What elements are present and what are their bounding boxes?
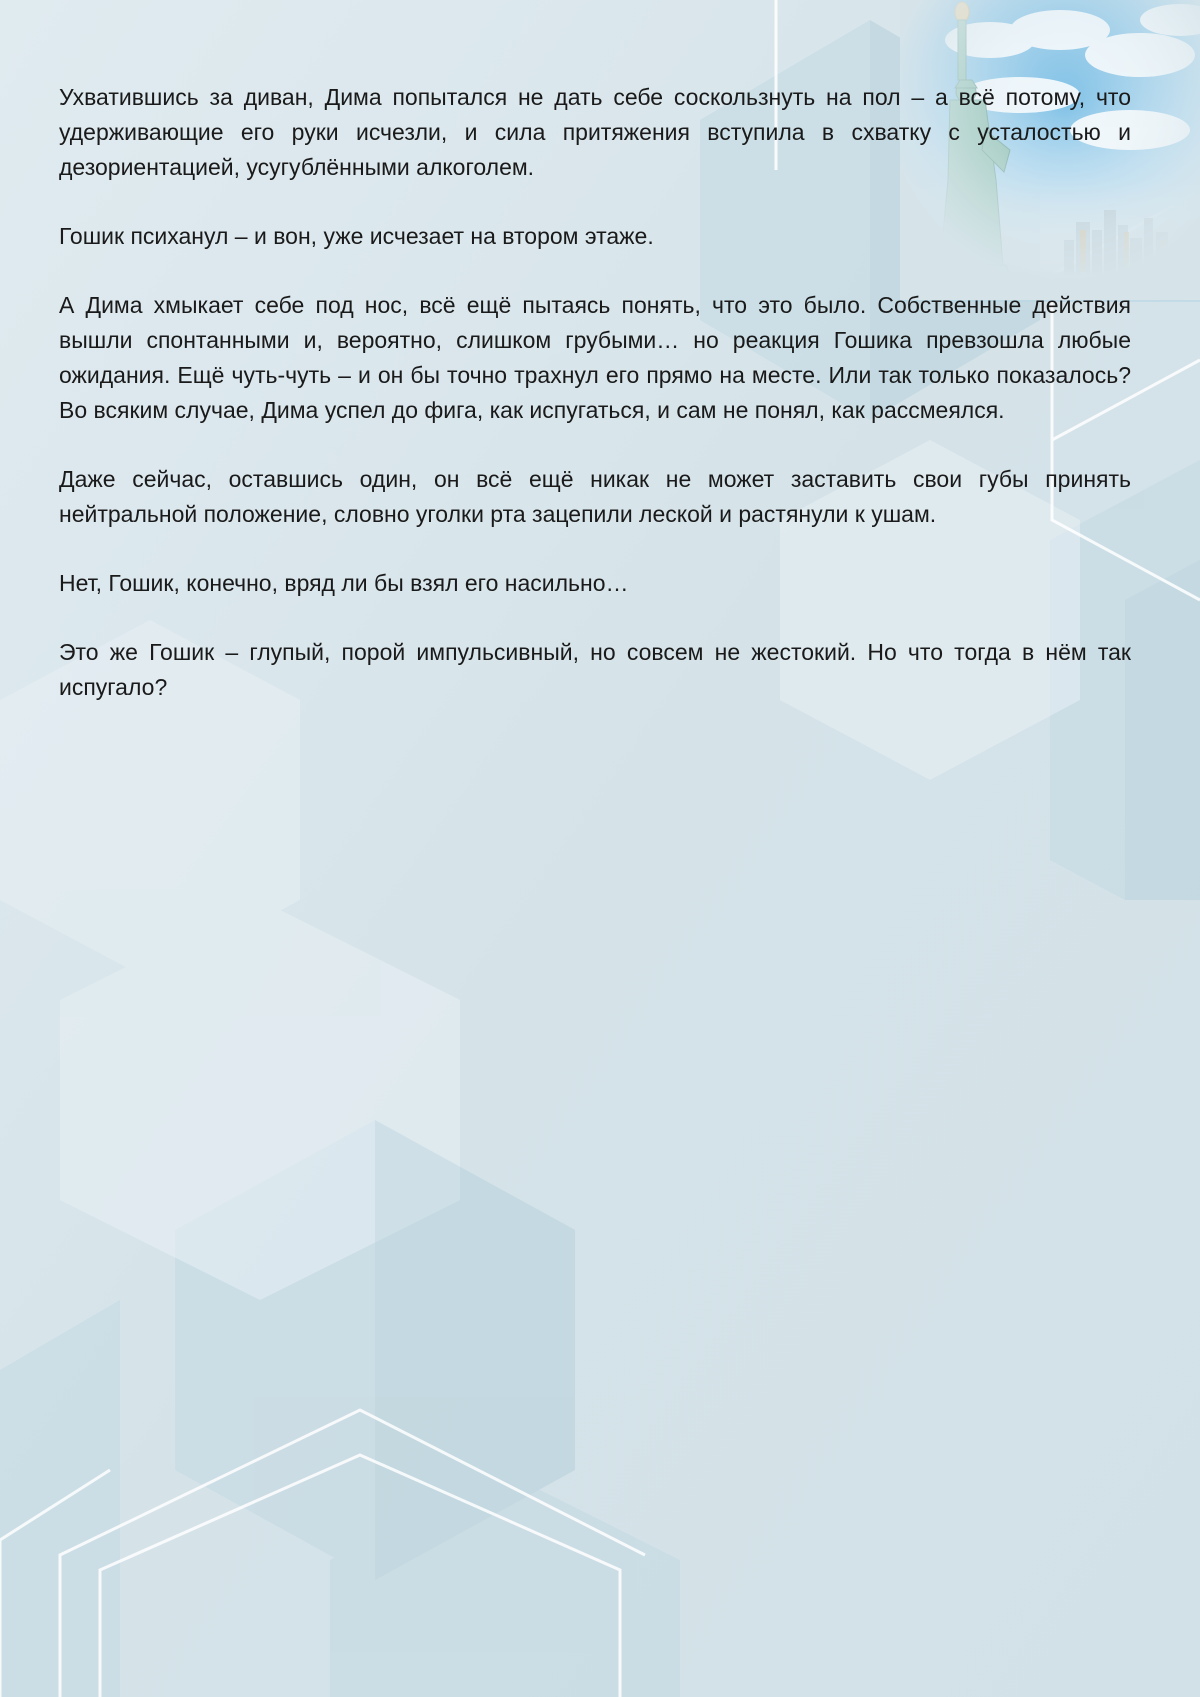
paragraph: Даже сейчас, оставшись один, он всё ещё никак не может заставить свои губы принять нейтральной положение, словно уголки рта зацепили леской и растянули к ушам.	[59, 466, 1131, 527]
paragraph: А Дима хмыкает себе под нос, всё ещё пытаясь понять, что это было. Собственные действия вышли спонтанными и, вероятно, слишком грубыми… но реакция Гошика превзошла любые ожидания. Ещё чуть-чуть – и он бы точно трахнул его прямо на месте. Или так только показалось? Во всяким случае, Дима успел до фига, как испугаться, и сам не понял, как рассмеялся.	[59, 292, 1131, 423]
paragraph: Нет, Гошик, конечно, вряд ли бы взял его насильно…	[59, 570, 629, 596]
paragraph: Ухватившись за диван, Дима попытался не дать себе соскользнуть на пол – а всё потому, что удерживающие его руки исчезли, и сила притяжения вступила в схватку с усталостью и дезориентацией, усугублёнными алкоголем.	[59, 84, 1131, 180]
story-text	[59, 80, 1131, 739]
paragraph: Это же Гошик – глупый, порой импульсивный, но совсем не жестокий. Но что тогда в нём так испугало?	[59, 639, 1131, 700]
paragraph: Гошик психанул – и вон, уже исчезает на втором этаже.	[59, 223, 654, 249]
